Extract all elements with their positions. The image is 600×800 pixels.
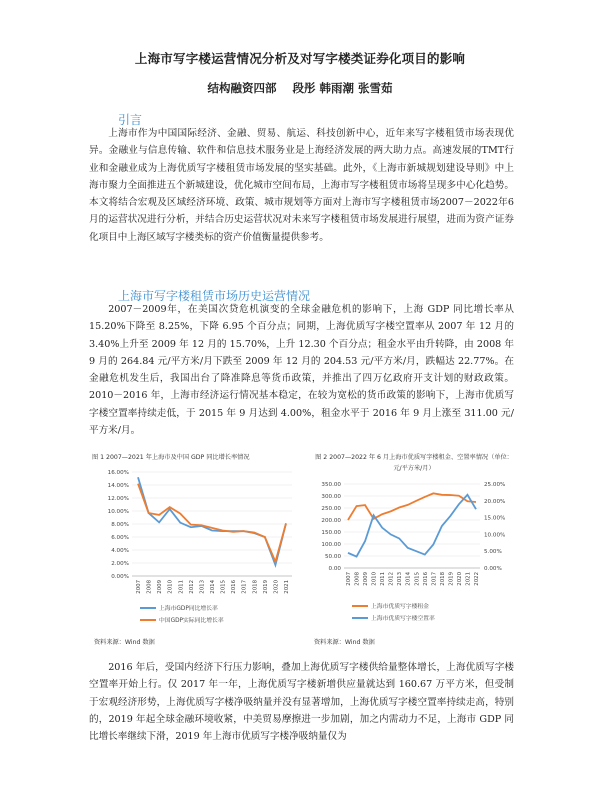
chart2-x-tick: 2008 — [354, 572, 361, 586]
history-paragraph-2: 2016 年后，受国内经济下行压力影响，叠加上海优质写字楼供给量整体增长，上海优质写字楼空置率开始上行。仅 2017 年一年，上海优质写字楼新增供应量就达到 160.67 万平方米，但受制于宏观经济形势，上海优质写字楼净吸纳量并没有显著增加，上海优质写字楼空置率持续走高，特别的，2019 年起全球金融环境收紧，中美贸易摩擦进一步加剧，加之内需动力不足，上海市 GDP 同比增长率继续下滑，2019 年上海市优质写字楼净吸纳量仅为 — [89, 662, 514, 743]
chart1-grid — [132, 472, 292, 576]
chart1-x-tick: 2016 — [231, 580, 238, 594]
chart1-x-tick: 2010 — [167, 580, 174, 594]
figure-2-source: 资料来源：Wind 数据 — [314, 639, 375, 646]
chart1-series-line — [138, 477, 286, 565]
chart1-x-tick: 2018 — [252, 580, 259, 594]
chart2-x-tick: 2017 — [431, 572, 438, 586]
chart1-series — [138, 477, 286, 565]
chart1-y-tick: 12.00% — [107, 496, 129, 502]
chart1-legend-label: 中国GDP实际同比增长率 — [159, 618, 224, 624]
chart2-y-axis-left — [321, 482, 341, 572]
chart2-y-tick-left: 150.00 — [321, 530, 341, 536]
figure-1-chart — [92, 462, 298, 632]
chart2-x-tick: 2018 — [439, 572, 446, 586]
chart1-x-tick: 2014 — [210, 580, 216, 594]
history-paragraph-1: 2007－2009年，在美国次贷危机演变的全球金融危机的影响下，上海 GDP 同比增长率从 15.20%下降至 8.25%，下降 6.95 个百分点；同期，上海优质写字楼空置率从 2007 年 12 月的 3.40%上升至 2009 年 12 月的 15.70%，上升 12.30 个百分点；租金水平由升转降，由 2008 年 9 月的 264.84 元/平方米/月下跌至 2009 年 12 月的 204.53 元/平方米/月，跌幅达 22.77%。在金融危机发生后，我国出台了降准降息等货币政策，并推出了四万亿政府开支计划的财政政策。2010－2016 年，上海市经济运行情况基本稳定，在较为宽松的货币政策的影响下，上海市优质写字楼空置率持续走低，于 2015 年 9 月达到 4.00%，租金水平于 2016 年 9 月上涨至 311.00 元/平方米/月。 — [89, 304, 514, 437]
chart1-x-tick: 2021 — [284, 580, 290, 594]
chart2-legend — [352, 602, 435, 622]
chart2-x-tick: 2010 — [371, 572, 378, 586]
chart1-y-tick: 8.00% — [111, 522, 129, 528]
chart2-x-tick: 2020 — [456, 572, 463, 586]
chart2-x-tick: 2016 — [422, 572, 429, 586]
chart2-y-tick-left: 100.00 — [321, 542, 341, 548]
figure-2-chart — [308, 478, 516, 634]
chart2-y-tick-left: 50.00 — [324, 554, 341, 560]
chart1-y-tick: 16.00% — [107, 470, 129, 476]
chart1-x-tick: 2019 — [262, 580, 269, 594]
chart2-x-tick: 2012 — [388, 572, 395, 586]
chart2-x-tick: 2014 — [405, 572, 412, 586]
chart1-x-tick: 2017 — [241, 580, 248, 594]
author-names: 段彤 韩雨潮 张雪茹 — [292, 81, 393, 95]
chart2-x-tick: 2015 — [414, 572, 421, 586]
chart2-x-tick: 2013 — [397, 572, 404, 586]
chart2-y-tick-left: 250.00 — [321, 506, 341, 512]
chart1-y-tick: 2.00% — [111, 561, 129, 567]
chart1-y-axis — [108, 470, 129, 580]
chart1-y-tick: 4.00% — [111, 548, 129, 554]
chart1-x-tick: 2020 — [273, 580, 280, 594]
chart1-x-tick: 2012 — [188, 580, 195, 594]
chart1-y-tick: 0.00% — [111, 574, 129, 580]
chart2-y-tick-right: 25.00% — [484, 482, 506, 488]
chart2-legend-label: 上海市优质写字楼租金 — [371, 604, 429, 610]
chart1-x-tick: 2009 — [157, 580, 164, 594]
chart2-x-tick: 2007 — [346, 572, 352, 586]
department: 结构融资四部 — [207, 81, 277, 95]
chart2-legend-label: 上海市优质写字楼空置率 — [371, 616, 435, 622]
figure-2-caption: 图 2 2007—2022 年 6 月上海市优质写字楼租金、空置率情况（单位：元/平方米/月） — [315, 454, 513, 472]
chart1-x-tick: 2013 — [199, 580, 206, 594]
chart2-x-tick: 2009 — [363, 572, 370, 586]
chart1-x-tick: 2015 — [220, 580, 227, 594]
chart1-y-tick: 14.00% — [107, 483, 129, 489]
chart2-y-tick-right: 10.00% — [484, 532, 506, 539]
chart2-x-tick: 2022 — [474, 572, 480, 586]
chart2-y-tick-right: 0.00% — [484, 566, 502, 572]
section-heading-history: 上海市写字楼租赁市场历史运营情况 — [118, 289, 311, 303]
intro-paragraph: 上海市作为中国国际经济、金融、贸易、航运、科技创新中心，近年来写字楼租赁市场表现优异。金融业与信息传输、软件和信息技术服务业是上海经济发展的两大助力点。高速发展的TMT行业和金融业成为上海优质写字楼租赁市场发展的坚实基础。此外，《上海市新城规划建设导则》中上海市聚力全面推进五个新城建设，优化城市空间布局，上海市写字楼租赁市场将呈现多中心化趋势。本文将结合宏观及区域经济环境、政策、城市规划等方面对上海市写字楼租赁市场2007－2022年6月的运营状况进行分析，并结合历史运营状况对未来写字楼租赁市场发展进行展望，进而为资产证券化项目中上海区域写字楼类标的资产价值衡量提供参考。 — [89, 128, 514, 243]
chart2-series — [348, 493, 476, 556]
chart2-y-tick-left: 0.00 — [328, 566, 341, 572]
chart2-x-axis — [346, 571, 480, 585]
figure-1-source: 资料来源：Wind 数据 — [94, 639, 155, 646]
chart2-y-tick-right: 15.00% — [484, 515, 506, 522]
chart2-x-tick: 2011 — [380, 572, 387, 586]
author-line — [0, 80, 600, 96]
chart2-x-tick: 2021 — [465, 572, 472, 586]
document-title: 上海市写字楼运营情况分析及对写字楼类证券化项目的影响 — [134, 51, 466, 66]
chart1-x-tick: 2008 — [146, 580, 153, 594]
chart1-y-tick: 10.00% — [107, 509, 129, 515]
chart1-x-tick: 2007 — [136, 580, 142, 594]
chart2-y-tick-left: 350.00 — [321, 482, 341, 488]
chart2-y-tick-left: 300.00 — [321, 494, 341, 500]
figure-1-caption: 图 1 2007—2021 年上海市及中国 GDP 同比增长率情况 — [92, 454, 250, 461]
chart2-series-line — [348, 495, 476, 557]
chart1-x-tick: 2011 — [178, 580, 185, 594]
chart1-y-tick: 6.00% — [111, 535, 129, 541]
chart1-x-axis — [136, 579, 290, 593]
chart1-legend — [140, 604, 224, 624]
chart2-y-tick-left: 200.00 — [321, 518, 341, 524]
chart2-y-tick-right: 20.00% — [484, 498, 506, 505]
chart2-y-axis-right — [484, 482, 505, 572]
chart1-legend-label: 上海市GDP同比增长率 — [159, 606, 218, 612]
chart2-x-tick: 2019 — [448, 572, 455, 586]
section-heading-intro: 引言 — [118, 113, 143, 127]
chart2-y-tick-right: 5.00% — [484, 549, 502, 556]
